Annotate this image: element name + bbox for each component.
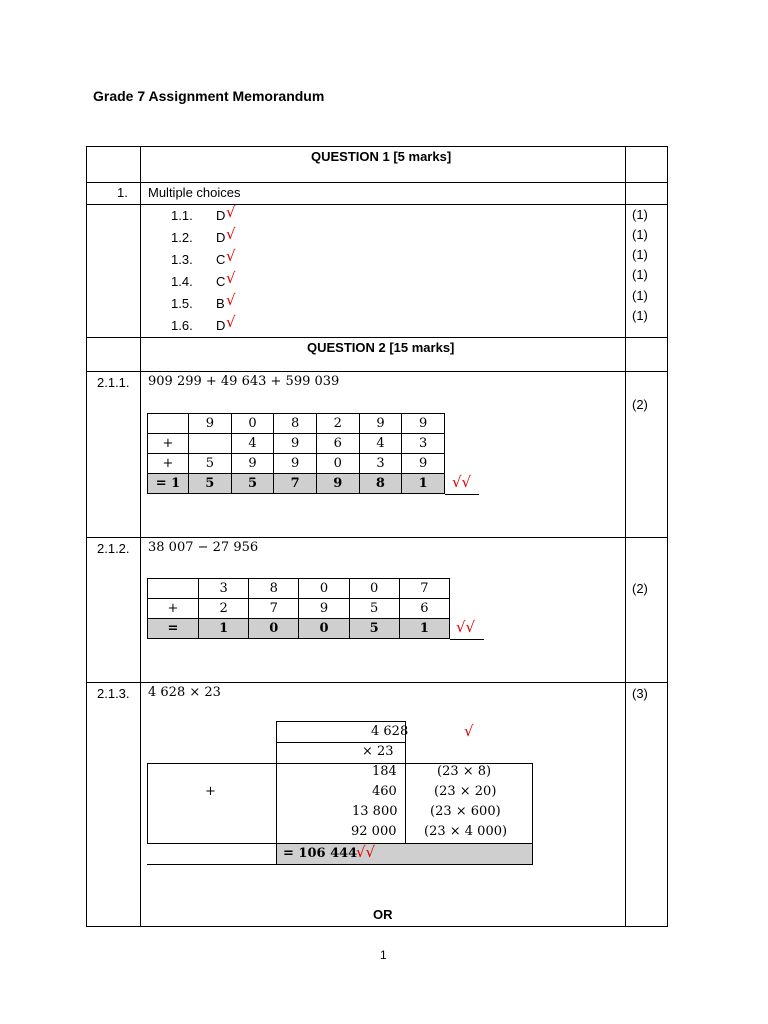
sum-row: = 1 5 5 7 9 8 1 <box>148 474 445 494</box>
question-1-number: 1. <box>117 185 128 200</box>
partial-note: (23 × 20) <box>434 784 497 799</box>
tick-icon: √ <box>226 247 236 265</box>
item-number: 1.3. <box>171 252 193 267</box>
underline <box>450 639 484 640</box>
multiplicand: 4 628 <box>371 724 409 739</box>
partial-product: 13 800 <box>352 804 398 819</box>
difference-row: = 1 0 0 5 1 <box>148 619 450 639</box>
question-2-1-2-expression: 38 007 − 27 956 <box>148 540 259 555</box>
multiplier: × 23 <box>362 744 394 759</box>
question-2-1-3-mark: (3) <box>632 686 648 701</box>
partial-product: 92 000 <box>351 824 397 839</box>
double-tick-icon: √√ <box>356 843 376 861</box>
plus-sign: + <box>205 784 216 799</box>
question-2-heading: QUESTION 2 [15 marks] <box>307 340 455 355</box>
partial-note: (23 × 4 000) <box>424 824 508 839</box>
item-mark: (1) <box>632 288 648 303</box>
tick-icon: √ <box>226 313 236 331</box>
item-number: 1.2. <box>171 230 193 245</box>
tick-icon: √ <box>464 722 474 740</box>
item-mark: (1) <box>632 267 648 282</box>
item-mark: (1) <box>632 227 648 242</box>
tick-icon: √ <box>226 203 236 221</box>
partial-note: (23 × 600) <box>430 804 501 819</box>
question-2-1-1-expression: 909 299 + 49 643 + 599 039 <box>148 374 340 389</box>
question-2-1-2-mark: (2) <box>632 581 648 596</box>
item-number: 1.5. <box>171 296 193 311</box>
item-answer: C <box>216 274 226 289</box>
item-mark: (1) <box>632 207 648 222</box>
tick-icon: √ <box>226 269 236 287</box>
tick-icon: √ <box>226 225 236 243</box>
question-2-1-3-expression: 4 628 × 23 <box>148 685 221 700</box>
document-title: Grade 7 Assignment Memorandum <box>93 88 325 104</box>
subtraction-grid-2-1-2: 3 8 0 0 7 + 2 7 9 5 6 = 1 0 0 5 1 <box>147 578 450 639</box>
or-label: OR <box>373 907 393 922</box>
partial-product: 460 <box>372 784 397 799</box>
item-answer: B <box>216 296 225 311</box>
page-number: 1 <box>380 948 387 962</box>
question-2-1-3-number: 2.1.3. <box>97 686 130 701</box>
item-answer: D <box>216 230 226 245</box>
item-mark: (1) <box>632 247 648 262</box>
tick-icon: √ <box>226 291 236 309</box>
double-tick-icon: √√ <box>456 618 476 636</box>
item-mark: (1) <box>632 308 648 323</box>
item-answer: D <box>216 318 226 333</box>
partial-product: 184 <box>372 764 397 779</box>
item-number: 1.1. <box>171 208 193 223</box>
question-1-label: Multiple choices <box>148 185 241 200</box>
question-2-1-2-number: 2.1.2. <box>97 541 130 556</box>
item-answer: D <box>216 208 226 223</box>
addition-grid-2-1-1: 9 0 8 2 9 9 + 4 9 6 4 3 + 5 9 9 0 3 9 = 1 5 5 7 9 8 1 <box>147 413 445 494</box>
double-tick-icon: √√ <box>452 473 472 491</box>
item-number: 1.6. <box>171 318 193 333</box>
item-number: 1.4. <box>171 274 193 289</box>
question-2-1-1-number: 2.1.1. <box>97 375 130 390</box>
partial-note: (23 × 8) <box>437 764 492 779</box>
product-result: = 106 444 <box>283 846 358 861</box>
question-2-1-1-mark: (2) <box>632 397 648 412</box>
item-answer: C <box>216 252 226 267</box>
underline <box>445 494 479 495</box>
question-1-heading: QUESTION 1 [5 marks] <box>311 149 452 164</box>
